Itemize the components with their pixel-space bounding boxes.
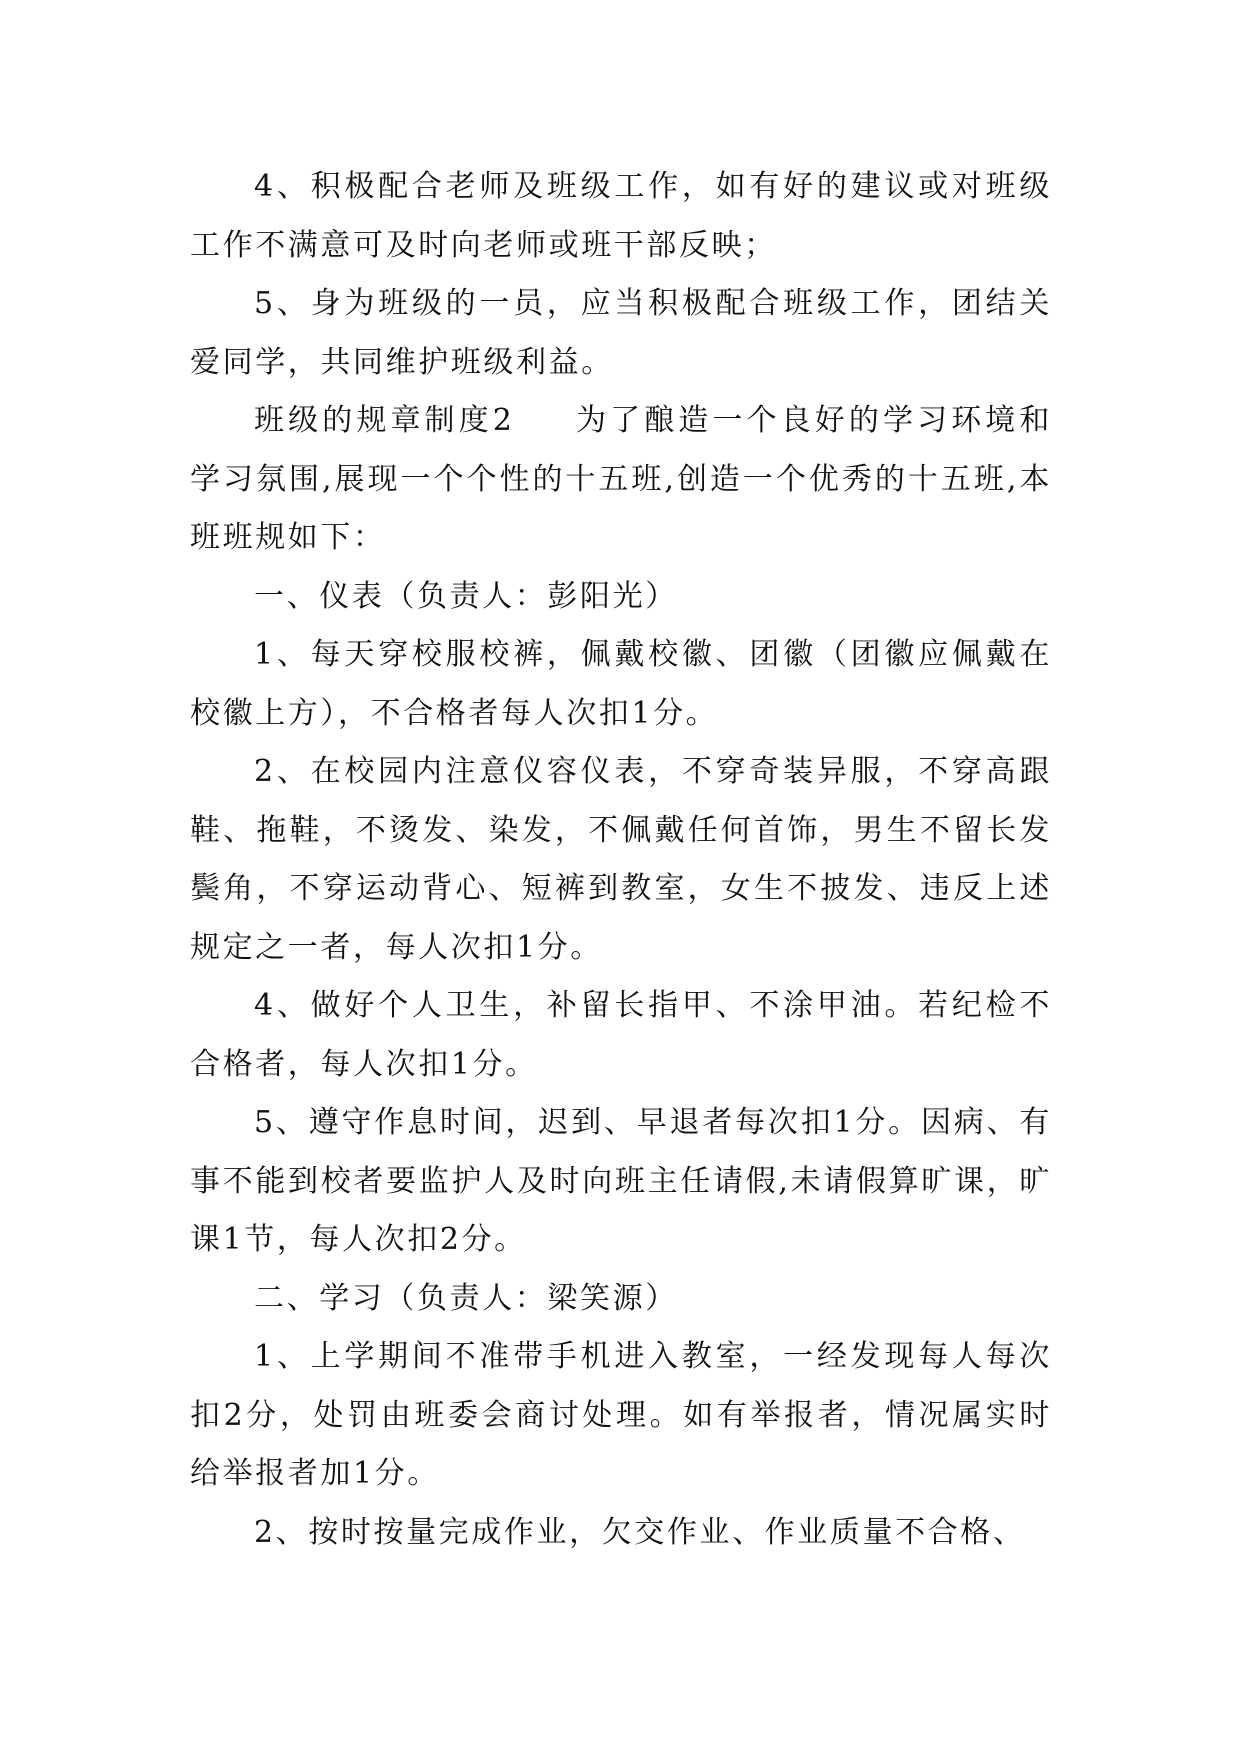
section-heading: 班级的规章制度2 — [254, 403, 515, 438]
paragraph-rule-4-cooperation: 4、积极配合老师及班级工作，如有好的建议或对班级工作不满意可及时向老师或班干部反映； — [190, 169, 1052, 263]
paragraph-study-heading: 二、学习（负责人：梁笑源） — [254, 1280, 678, 1316]
paragraph-study-rule-2: 2、按时按量完成作业，欠交作业、作业质量不合格、 — [254, 1514, 1026, 1550]
paragraph-appearance-rule-5: 5、遵守作息时间，迟到、早退者每次扣1分。因病、有事不能到校者要监护人及时向班主任请假,未请假算旷课，旷课1节，每人次扣2分。 — [190, 1105, 1052, 1257]
paragraph-appearance-rule-2: 2、在校园内注意仪容仪表，不穿奇装异服，不穿高跟鞋、拖鞋，不烫发、染发，不佩戴任何首饰，男生不留长发鬓角，不穿运动背心、短裤到教室，女生不披发、违反上述规定之一者，每人次扣1分。 — [190, 754, 1052, 965]
paragraph-section-intro — [190, 392, 1052, 568]
paragraph-rule-5-unity: 5、身为班级的一员，应当积极配合班级工作，团结关爱同学，共同维护班级利益。 — [190, 286, 1052, 380]
document-body — [190, 158, 1052, 1562]
intro-text: 为了酿造一个良好的学习环境和学习氛围,展现一个个性的十五班,创造一个优秀的十五班,本班班规如下： — [190, 403, 1053, 555]
paragraph-appearance-heading: 一、仪表（负责人：彭阳光） — [254, 578, 678, 614]
paragraph-study-rule-1: 1、上学期间不准带手机进入教室，一经发现每人每次扣2分，处罚由班委会商讨处理。如有举报者，情况属实时给举报者加1分。 — [190, 1339, 1052, 1491]
paragraph-appearance-rule-4: 4、做好个人卫生，补留长指甲、不涂甲油。若纪检不合格者，每人次扣1分。 — [190, 988, 1052, 1082]
paragraph-appearance-rule-1: 1、每天穿校服校裤，佩戴校徽、团徽（团徽应佩戴在校徽上方），不合格者每人次扣1分。 — [190, 637, 1052, 731]
